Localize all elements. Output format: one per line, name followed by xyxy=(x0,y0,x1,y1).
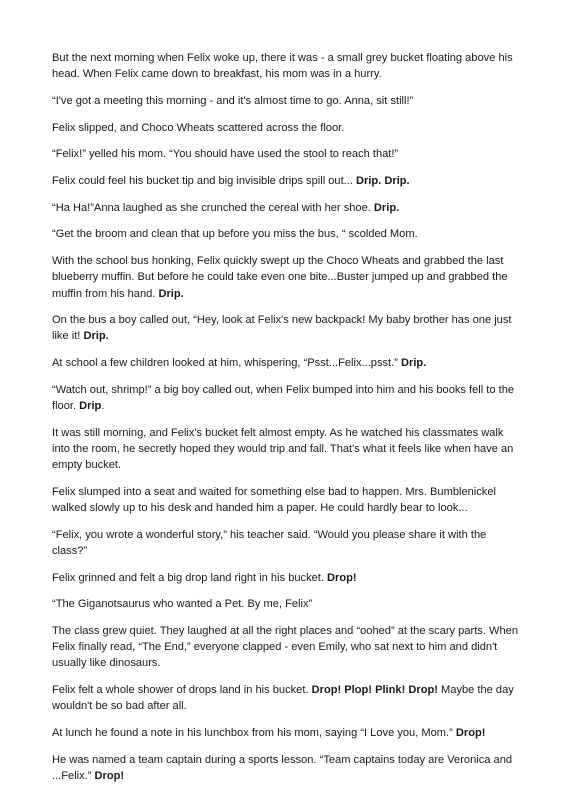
story-paragraph xyxy=(52,355,524,371)
paragraph-text: He was named a team captain during a sports lesson. “Team captains today are Veronica and ...Felix.” xyxy=(52,753,513,782)
story-paragraph xyxy=(52,570,524,586)
story-paragraph xyxy=(52,146,524,162)
paragraph-text: At lunch he found a note in his lunchbox from his mom, saying “I Love you, Mom.” xyxy=(52,727,456,740)
paragraph-text: Felix grinned and felt a big drop land right in his bucket. xyxy=(52,571,328,584)
story-paragraph xyxy=(52,425,524,474)
story-paragraph xyxy=(52,50,524,82)
paragraph-text: Felix slipped, and Choco Wheats scattered across the floor. xyxy=(52,121,345,134)
story-paragraph xyxy=(52,527,524,559)
paragraph-text: But the next morning when Felix woke up, there it was - a small grey bucket floating above his head. When Felix came down to breakfast, his mom was in a hurry. xyxy=(52,52,513,81)
story-paragraph xyxy=(52,200,524,216)
paragraph-text: . xyxy=(101,400,105,413)
sound-effect-text: Drip. xyxy=(83,330,109,343)
story-paragraph xyxy=(52,725,524,741)
story-paragraph xyxy=(52,752,524,784)
paragraph-text: Felix felt a whole shower of drops land in his bucket. xyxy=(52,684,312,697)
story-paragraph xyxy=(52,93,524,109)
paragraph-text: Felix could feel his bucket tip and big invisible drips spill out... xyxy=(52,175,357,188)
story-paragraph xyxy=(52,382,524,414)
sound-effect-text: Drop! xyxy=(94,770,125,782)
story-paragraph xyxy=(52,484,524,516)
paragraph-text: “Ha Ha!”Anna laughed as she crunched the cereal with her shoe. xyxy=(52,201,374,214)
paragraph-text: “Watch out, shrimp!” a big boy called out, when Felix bumped into him and his books fell to the floor. xyxy=(52,383,515,413)
story-paragraph xyxy=(52,253,524,302)
sound-effect-text: Drip. xyxy=(373,201,400,214)
paragraph-text: At school a few children looked at him, whispering, “Psst...Felix...psst.” xyxy=(52,357,401,370)
story-paragraph xyxy=(52,682,524,714)
story-paragraph xyxy=(52,312,524,344)
paragraph-text: “Get the broom and clean that up before you miss the bus, “ scolded Mom. xyxy=(52,228,418,241)
sound-effect-text: Drip xyxy=(79,400,102,413)
paragraph-text: It was still morning, and Felix's bucket felt almost empty. As he watched his classmates walk into the room, he secretly hoped they would trip and fall. That's what it feels like when have an empty bucket. xyxy=(52,426,514,472)
story-paragraph xyxy=(52,596,524,612)
story-paragraph xyxy=(52,226,524,242)
paragraph-text: “Felix!” yelled his mom. “You should have used the stool to reach that!” xyxy=(52,148,399,161)
paragraph-text: “I've got a meeting this morning - and it's almost time to go. Anna, sit still!” xyxy=(52,94,414,107)
paragraph-text: “Felix, you wrote a wonderful story,” his teacher said. “Would you please share it with the class?” xyxy=(52,528,487,557)
story-paragraph xyxy=(52,120,524,136)
paragraph-text: On the bus a boy called out, “Hey, look at Felix's new backpack! My baby brother has one just like it! xyxy=(52,314,512,343)
paragraph-text: With the school bus honking, Felix quickly swept up the Choco Wheats and grabbed the last blueberry muffin. But before he could take even one bite...Buster jumped up and grabbed the muffin from his hand. xyxy=(52,255,508,300)
paragraph-text: The class grew quiet. They laughed at all the right places and “oohed” at the scary parts. When Felix finally read, “The End,” everyone clapped - even Emily, who sat next to him and didn't usually like dinosaurs. xyxy=(52,625,518,670)
sound-effect-text: Drop! xyxy=(455,727,486,740)
story-paragraph xyxy=(52,173,524,189)
sound-effect-text: Drip. xyxy=(158,287,184,300)
sound-effect-text: Drip. xyxy=(400,357,427,370)
story-page xyxy=(52,50,524,795)
paragraph-text: Felix slumped into a seat and waited for something else bad to happen. Mrs. Bumblenickel walked slowly up to his desk and handed him a paper. He could hardly bear to look... xyxy=(52,485,496,515)
paragraph-text: Maybe the day wouldn't be so bad after all. xyxy=(52,684,514,713)
sound-effect-text: Drop! Plop! Plink! Drop! xyxy=(311,684,438,697)
sound-effect-text: Drip. Drip. xyxy=(356,175,410,188)
story-paragraph xyxy=(52,623,524,672)
paragraph-text: “The Giganotsaurus who wanted a Pet. By me, Felix” xyxy=(52,598,313,611)
sound-effect-text: Drop! xyxy=(327,571,357,584)
